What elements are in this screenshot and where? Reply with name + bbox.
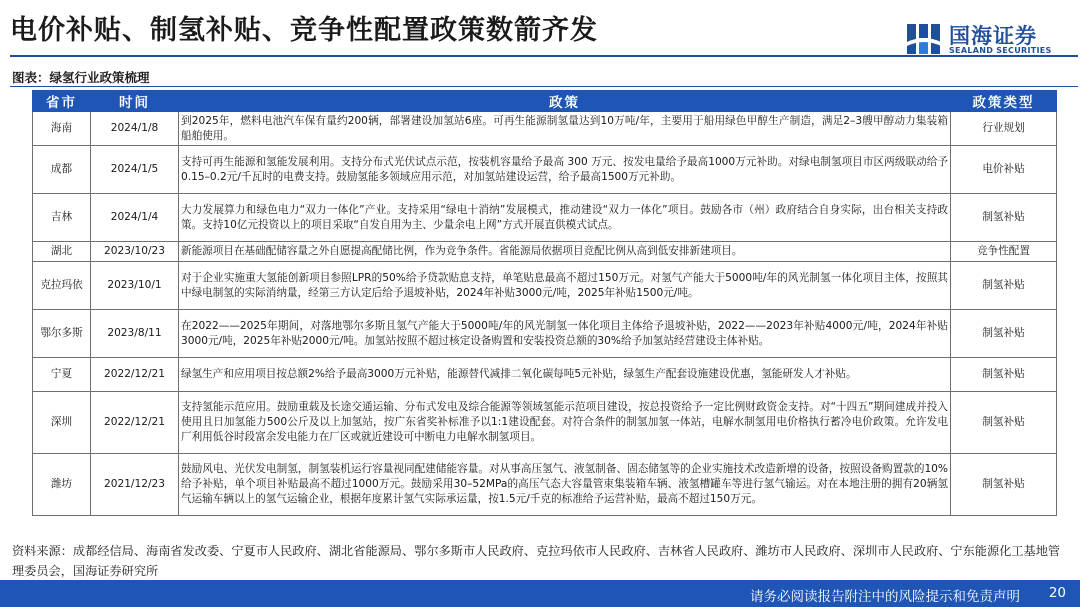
cell-date: 2023/8/11 xyxy=(91,310,179,358)
header-date: 时间 xyxy=(91,91,179,112)
cell-city: 湖北 xyxy=(33,242,91,262)
table-row xyxy=(33,358,1057,392)
cell-type: 行业规划 xyxy=(951,112,1057,146)
cell-city: 成都 xyxy=(33,146,91,194)
header-divider xyxy=(10,55,1078,57)
cell-date: 2024/1/4 xyxy=(91,194,179,242)
table-row xyxy=(33,310,1057,358)
cell-type: 制氢补贴 xyxy=(951,262,1057,310)
cell-type: 电价补贴 xyxy=(951,146,1057,194)
cell-date: 2022/12/21 xyxy=(91,358,179,392)
header-type: 政策类型 xyxy=(951,91,1057,112)
cell-type: 制氢补贴 xyxy=(951,454,1057,516)
logo-text-cn: 国海证券 xyxy=(949,24,1037,48)
source-note: 资料来源：成都经信局、海南省发改委、宁夏市人民政府、湖北省能源局、鄂尔多斯市人民政府、克拉玛依市人民政府、吉林省人民政府、潍坊市人民政府、深圳市人民政府、宁东能源化工基地管理委员会，国海证券研究所 xyxy=(12,544,1061,578)
cell-policy: 绿氢生产和应用项目按总额2%给予最高3000万元补贴，能源替代减排二氧化碳每吨5元补贴，绿氢生产配套设施建设优惠，氢能研发人才补贴。 xyxy=(179,358,951,392)
footer-disclaimer: 请务必阅读报告附注中的风险提示和免责声明 xyxy=(750,589,1020,605)
cell-policy: 在2022——2025年期间，对落地鄂尔多斯且氢气产能大于5000吨/年的风光制氢一体化项目主体给予退坡补贴，2022——2023年补贴4000元/吨，2024年补贴3000元/吨，2025年补贴2000元/吨。加氢站按照不超过核定设备购置和安装投资总额的30%给予加氢站经营建设主体补贴。 xyxy=(179,310,951,358)
cell-type: 制氢补贴 xyxy=(951,194,1057,242)
cell-date: 2023/10/1 xyxy=(91,262,179,310)
table-row xyxy=(33,242,1057,262)
policy-table xyxy=(32,90,1057,516)
footer-bar xyxy=(0,580,1080,607)
cell-policy: 对于企业实施重大氢能创新项目参照LPR的50%给予贷款贴息支持，单笔贴息最高不超过150万元。对氢气产能大于5000吨/年的风光制氢一体化项目主体，按照其中绿电制氢的实际消纳量，经第三方认定后给予退坡补贴，2024年补贴3000元/吨，2025年补贴1500元/吨。 xyxy=(179,262,951,310)
cell-city: 吉林 xyxy=(33,194,91,242)
cell-date: 2024/1/5 xyxy=(91,146,179,194)
cell-type: 制氢补贴 xyxy=(951,358,1057,392)
table-header-row xyxy=(33,91,1057,112)
cell-type: 竞争性配置 xyxy=(951,242,1057,262)
cell-date: 2022/12/21 xyxy=(91,392,179,454)
cell-city: 海南 xyxy=(33,112,91,146)
cell-city: 克拉玛依 xyxy=(33,262,91,310)
cell-date: 2023/10/23 xyxy=(91,242,179,262)
figure-caption: 图表：绿氢行业政策梳理 xyxy=(12,70,150,85)
company-logo xyxy=(905,20,1065,60)
cell-city: 鄂尔多斯 xyxy=(33,310,91,358)
cell-date: 2024/1/8 xyxy=(91,112,179,146)
cell-policy: 到2025年，燃料电池汽车保有量约200辆，部署建设加氢站6座。可再生能源制氢量达到10万吨/年，主要用于船用绿色甲醇生产制造，满足2–3艘甲醇动力集装箱船舶使用。 xyxy=(179,112,951,146)
cell-type: 制氢补贴 xyxy=(951,392,1057,454)
page-number: 20 xyxy=(1048,585,1066,601)
page-title: 电价补贴、制氢补贴、竞争性配置政策数箭齐发 xyxy=(10,15,598,46)
cell-type: 制氢补贴 xyxy=(951,310,1057,358)
logo-text-en: SEALAND SECURITIES xyxy=(949,46,1052,55)
cell-date: 2021/12/23 xyxy=(91,454,179,516)
cell-city: 潍坊 xyxy=(33,454,91,516)
header-city: 省市 xyxy=(33,91,91,112)
table-row xyxy=(33,112,1057,146)
table-row xyxy=(33,392,1057,454)
table-row xyxy=(33,146,1057,194)
caption-divider xyxy=(10,86,1078,87)
table-row xyxy=(33,194,1057,242)
table-row xyxy=(33,454,1057,516)
cell-city: 宁夏 xyxy=(33,358,91,392)
cell-city: 深圳 xyxy=(33,392,91,454)
header-policy: 政策 xyxy=(179,91,951,112)
sealand-logo-icon xyxy=(905,20,943,58)
cell-policy: 支持可再生能源和氢能发展利用。支持分布式光伏试点示范，按装机容量给予最高 300 万元、按发电量给予最高1000万元补助。对绿电制氢项目市区两级联动给予0.15–0.2元/千瓦时的电费支持。鼓励氢能多领域应用示范，对加氢站建设运营，给予最高1500万元补助。 xyxy=(179,146,951,194)
table-row xyxy=(33,262,1057,310)
cell-policy: 支持氢能示范应用。鼓励重载及长途交通运输、分布式发电及综合能源等领域氢能示范项目建设，按总投资给予一定比例财政资金支持。对“十四五”期间建成并投入使用且日加氢能力500公斤及以上加氢站，按广东省奖补标准予以1:1建设配套。对符合条件的制氢加氢一体站，电解水制氢用电价格执行蓄冷电价政策。允许发电厂利用低谷时段富余发电能力在厂区或就近建设可中断电力电解水制氢项目。 xyxy=(179,392,951,454)
cell-policy: 新能源项目在基础配储容量之外自愿提高配储比例，作为竞争条件。省能源局依据项目竞配比例从高到低安排新建项目。 xyxy=(179,242,951,262)
cell-policy: 鼓励风电、光伏发电制氢，制氢装机运行容量视同配建储能容量。对从事高压氢气、液氢制备、固态储氢等的企业实施技术改造新增的设备，按照设备购置款的10%给予补贴，单个项目补贴最高不超过1000万元。鼓励采用30–52MPa的高压气态大容量管束集装箱车辆、液氢槽罐车等进行氢气输运。对在本地注册的拥有20辆氢气运输车辆以上的氢气运输企业，根据年度累计氢气实际承运量，按1.5元/千克的标准给予运营补贴，最高不超过150万元。 xyxy=(179,454,951,516)
cell-policy: 大力发展算力和绿色电力“双力一体化”产业。支持采用“绿电十消纳”发展模式，推动建设“双力一体化”项目。鼓励各市（州）政府结合自身实际，出台相关支持政策。支持10亿元投资以上的项目采取“自发自用为主、少量余电上网”方式开展直供模式试点。 xyxy=(179,194,951,242)
